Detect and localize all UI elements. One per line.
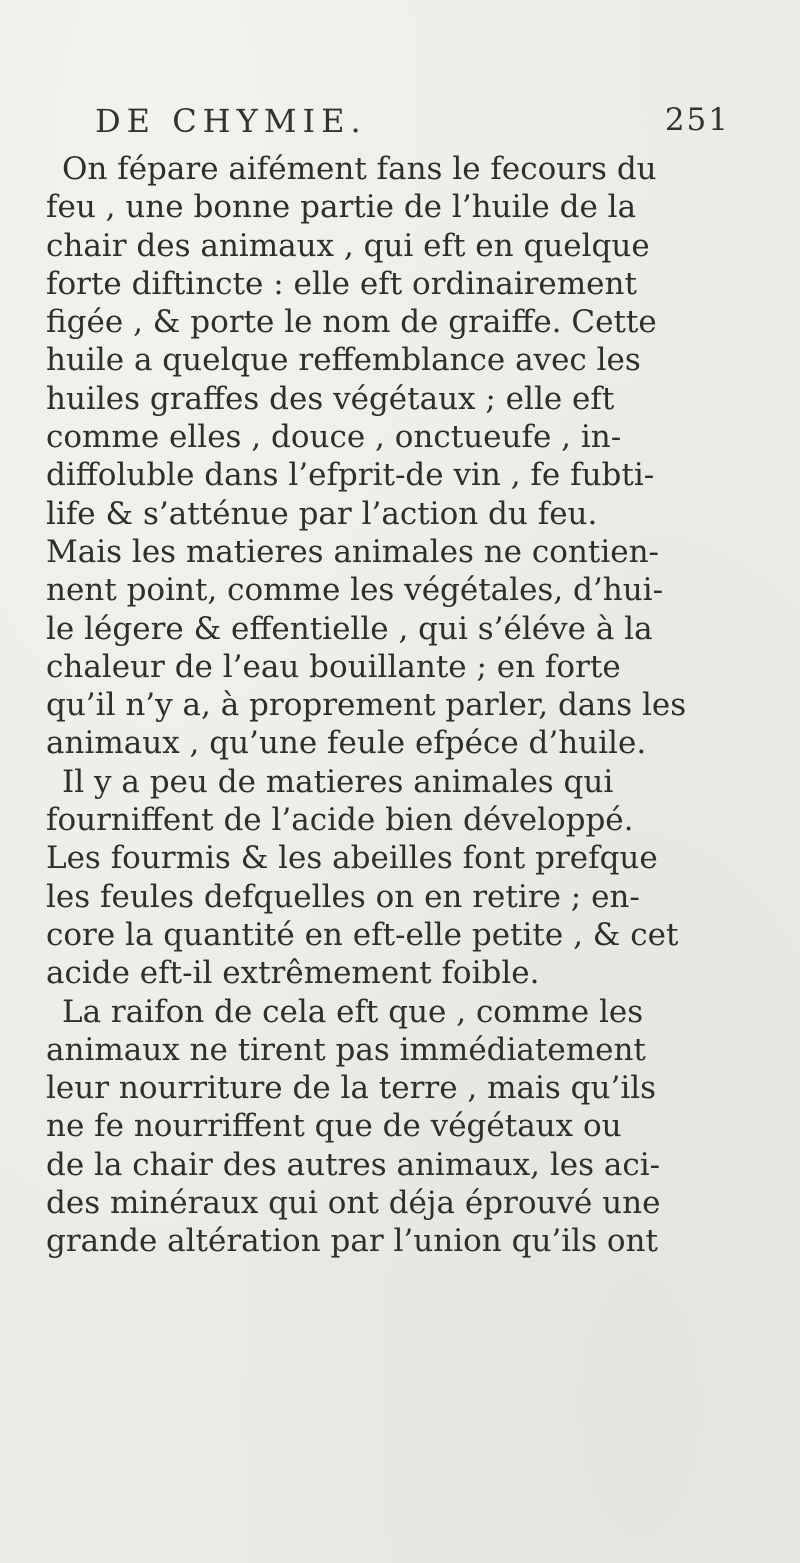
body-text [46, 150, 746, 1261]
text-line: qu’il n’y a, à proprement parler, dans les [46, 687, 687, 724]
text-line: acide eft-il extrêmement foible. [46, 955, 540, 992]
text-line: fourniffent de l’acide bien développé. [46, 802, 634, 839]
text-line: le légere & effentielle , qui s’éléve à la [46, 610, 653, 647]
running-title: DE CHYMIE. [95, 102, 367, 140]
text-line: nent point, comme les végétales, d’hui- [46, 572, 664, 609]
text-line: grande altération par l’union qu’ils ont [46, 1223, 658, 1260]
text-line: life & s’atténue par l’action du feu. [46, 495, 598, 532]
text-line: feu , une bonne partie de l’huile de la [46, 189, 637, 226]
text-line: de la chair des autres animaux, les aci- [46, 1146, 661, 1183]
text-line: Mais les matieres animales ne contien- [46, 533, 660, 570]
text-line: figée , & porte le nom de graiffe. Cette [46, 304, 657, 341]
text-line: chair des animaux , qui eft en quelque [46, 227, 650, 264]
text-line: core la quantité en eft-elle petite , & cet [46, 916, 679, 953]
text-line: animaux , qu’une feule efpéce d’huile. [46, 725, 647, 762]
text-line: animaux ne tirent pas immédiatement [46, 1031, 646, 1068]
text-line: Les fourmis & les abeilles font prefque [46, 840, 658, 877]
text-line: des minéraux qui ont déja éprouvé une [46, 1185, 661, 1222]
text-line: forte diftincte : elle eft ordinairement [46, 265, 637, 302]
text-line: diffoluble dans l’efprit-de vin , fe fubti- [46, 457, 655, 494]
text-line: les feules defquelles on en retire ; en- [46, 878, 640, 915]
text-line: leur nourriture de la terre , mais qu’ils [46, 1070, 657, 1107]
page-number: 251 [664, 102, 730, 138]
text-line: chaleur de l’eau bouillante ; en forte [46, 648, 621, 685]
text-line: La raifon de cela eft que , comme les [62, 993, 644, 1030]
text-line: Il y a peu de matieres animales qui [62, 763, 614, 800]
text-line: comme elles , douce , onctueufe , in- [46, 419, 622, 456]
text-line: On fépare aifément fans le fecours du [62, 151, 657, 187]
text-line: ne fe nourriffent que de végétaux ou [46, 1108, 622, 1145]
text-line: huiles graffes des végétaux ; elle eft [46, 380, 615, 417]
page-header [95, 100, 730, 150]
text-line: huile a quelque reffemblance avec les [46, 342, 641, 379]
